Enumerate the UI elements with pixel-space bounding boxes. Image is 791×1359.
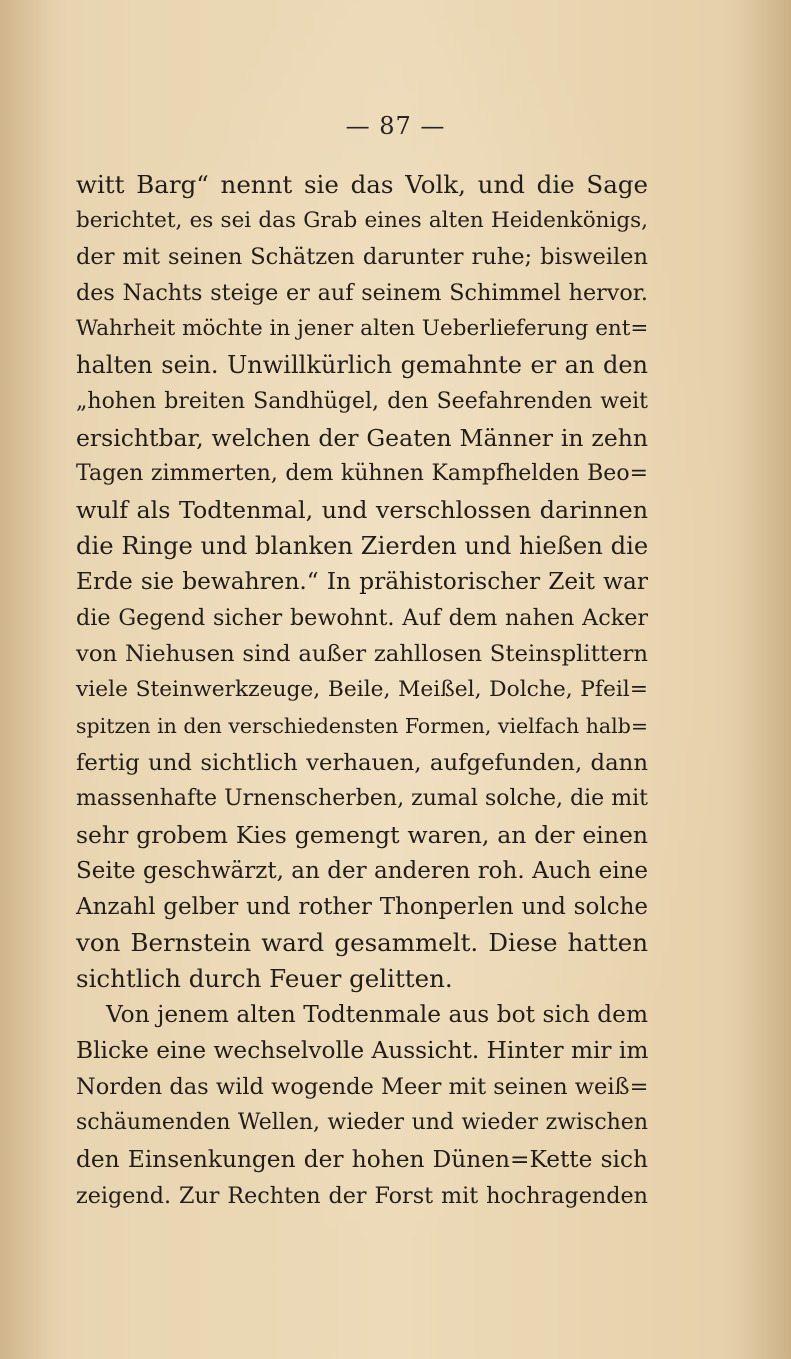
page-edge-shadow-right [721, 0, 791, 1359]
text-line: wulf als Todtenmal, und verschlossen darinnen [76, 495, 648, 524]
text-line: den Einsenkungen der hohen Dünen=Kette sich [76, 1145, 648, 1173]
text-line: die Gegend sicher bewohnt. Auf dem nahen Acker [76, 605, 648, 632]
text-line: Anzahl gelber und rother Thonperlen und solche [76, 893, 648, 920]
text-line: des Nachts steige er auf seinem Schimmel hervor. [76, 280, 648, 307]
text-line: zeigend. Zur Rechten der Forst mit hochragenden [76, 1182, 648, 1209]
page-number: — 87 — [345, 112, 446, 140]
text-line: „hohen breiten Sandhügel, den Seefahrenden weit [76, 388, 648, 414]
page-edge-shadow-left [0, 0, 70, 1359]
text-line: von Bernstein ward gesammelt. Diese hatten [76, 927, 648, 957]
text-line: die Ringe und blanken Zierden und hießen die [76, 530, 649, 560]
text-line: fertig und sichtlich verhauen, aufgefunden, dann [76, 749, 648, 776]
body-text [76, 167, 648, 1214]
text-line: der mit seinen Schätzen darunter ruhe; bisweilen [76, 244, 648, 271]
text-line: Tagen zimmerten, dem kühnen Kampfhelden Beo= [76, 460, 648, 486]
text-line: Blicke eine wechselvolle Aussicht. Hinter mir im [76, 1037, 649, 1065]
text-line: berichtet, es sei das Grab eines alten Heidenkönigs, [76, 208, 648, 234]
text-line: Erde sie bewahren.“ In prähistorischer Zeit war [76, 568, 648, 596]
text-line: halten sein. Unwillkürlich gemahnte er an den [76, 351, 648, 380]
text-line: schäumenden Wellen, wieder und wieder zwischen [76, 1110, 648, 1136]
text-line: Wahrheit möchte in jener alten Ueberlieferung ent= [76, 316, 649, 342]
text-line: spitzen in den verschiedensten Formen, vielfach halb= [76, 714, 648, 739]
text-line: massenhafte Urnenscherben, zumal solche, die mit [76, 785, 648, 811]
text-line: Norden das wild wogende Meer mit seinen weiß= [76, 1074, 649, 1101]
text-line: witt Barg“ nennt sie das Volk, und die Sage [76, 170, 648, 199]
text-line: viele Steinwerkzeuge, Beile, Meißel, Dolche, Pfeil= [76, 677, 648, 703]
text-line: ersichtbar, welchen der Geaten Männer in zehn [76, 423, 648, 452]
text-line: sehr grobem Kies gemengt waren, an der einen [76, 820, 648, 849]
text-line: Von jenem alten Todtenmale aus bot sich dem [106, 1001, 648, 1029]
text-line: sichtlich durch Feuer gelitten. [76, 964, 453, 994]
text-line: von Niehusen sind außer zahllosen Steinsplittern [76, 641, 648, 668]
text-line: Seite geschwärzt, an der anderen roh. Auch eine [76, 857, 648, 884]
